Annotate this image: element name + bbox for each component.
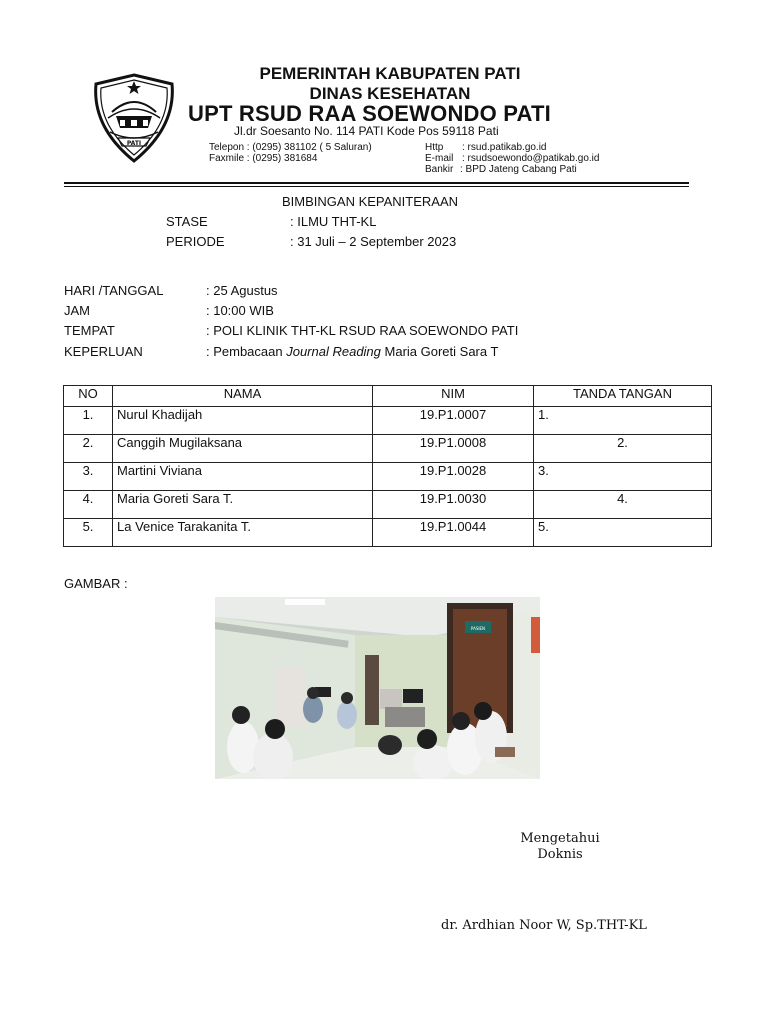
row-signature: 1. (534, 407, 712, 435)
row-nim: 19.P1.0030 (373, 491, 534, 519)
row-signature: 2. (534, 435, 712, 463)
header-email-label: E-mail (425, 153, 454, 164)
keperluan-suffix: Maria Goreti Sara T (380, 344, 499, 359)
stase-value: : ILMU THT-KL (290, 214, 377, 229)
header-hospital: UPT RSUD RAA SOEWONDO PATI (188, 101, 551, 126)
hari-value: : 25 Agustus (206, 283, 278, 298)
hari-label: HARI /TANGGAL (64, 283, 164, 298)
row-signature: 5. (534, 519, 712, 547)
keperluan-value (206, 344, 498, 359)
stase-label: STASE (166, 214, 208, 229)
periode-value: : 31 Juli – 2 September 2023 (290, 234, 457, 249)
row-nim: 19.P1.0008 (373, 435, 534, 463)
row-signature: 3. (534, 463, 712, 491)
row-no: 3. (64, 463, 113, 491)
gambar-label: GAMBAR : (64, 576, 128, 591)
row-no: 5. (64, 519, 113, 547)
header-bank-value: : BPD Jateng Cabang Pati (460, 164, 577, 175)
row-nama: Nurul Khadijah (113, 407, 373, 435)
header-http-value: : rsud.patikab.go.id (462, 142, 547, 153)
jam-value: : 10:00 WIB (206, 303, 274, 318)
row-nim: 19.P1.0028 (373, 463, 534, 491)
table-row (64, 463, 712, 491)
table-row (64, 435, 712, 463)
header-email-value: : rsudsoewondo@patikab.go.id (462, 153, 600, 164)
attendance-table (63, 385, 712, 547)
row-nim: 19.P1.0044 (373, 519, 534, 547)
tempat-value: : POLI KLINIK THT-KL RSUD RAA SOEWONDO PATI (206, 323, 519, 338)
row-no: 1. (64, 407, 113, 435)
header-nim: NIM (373, 386, 534, 407)
table-header-row (64, 386, 712, 407)
header-bank-label: Bankir (425, 164, 454, 175)
header-no: NO (64, 386, 113, 407)
row-no: 4. (64, 491, 113, 519)
header-divider-thin (64, 186, 689, 187)
row-nama: Canggih Mugilaksana (113, 435, 373, 463)
door-sign-text: PASIEN (470, 626, 486, 631)
header-government: PEMERINTAH KABUPATEN PATI (259, 64, 521, 83)
clinic-photo (215, 597, 540, 779)
table-row (64, 519, 712, 547)
periode-label: PERIODE (166, 234, 225, 249)
row-nama: Maria Goreti Sara T. (113, 491, 373, 519)
row-nama: Martini Viviana (113, 463, 373, 491)
keperluan-prefix: : Pembacaan (206, 344, 287, 359)
header-fax: Faxmile : (0295) 381684 (209, 153, 318, 164)
row-no: 2. (64, 435, 113, 463)
signature-role: Doknis (537, 847, 583, 862)
document-title: BIMBINGAN KEPANITERAAN (282, 194, 459, 209)
row-nim: 19.P1.0007 (373, 407, 534, 435)
row-signature: 4. (534, 491, 712, 519)
header-http-label: Http (425, 142, 444, 153)
header-divider-thick (64, 182, 689, 184)
header-department: DINAS KESEHATAN (309, 84, 471, 103)
keperluan-italic: Journal Reading (286, 344, 381, 359)
table-row (64, 407, 712, 435)
tempat-label: TEMPAT (64, 323, 115, 338)
kabupaten-pati-logo (90, 72, 178, 164)
signature-acknowledged: Mengetahui (520, 831, 600, 846)
header-address: Jl.dr Soesanto No. 114 PATI Kode Pos 59118 Pati (234, 124, 499, 138)
table-row (64, 491, 712, 519)
header-tanda-tangan: TANDA TANGAN (534, 386, 712, 407)
logo-text: PATI (126, 140, 142, 147)
jam-label: JAM (64, 303, 90, 318)
row-nama: La Venice Tarakanita T. (113, 519, 373, 547)
header-phone: Telepon : (0295) 381102 ( 5 Saluran) (209, 142, 372, 153)
keperluan-label: KEPERLUAN (64, 344, 143, 359)
header-nama: NAMA (113, 386, 373, 407)
signature-name: dr. Ardhian Noor W, Sp.THT-KL (441, 918, 647, 933)
